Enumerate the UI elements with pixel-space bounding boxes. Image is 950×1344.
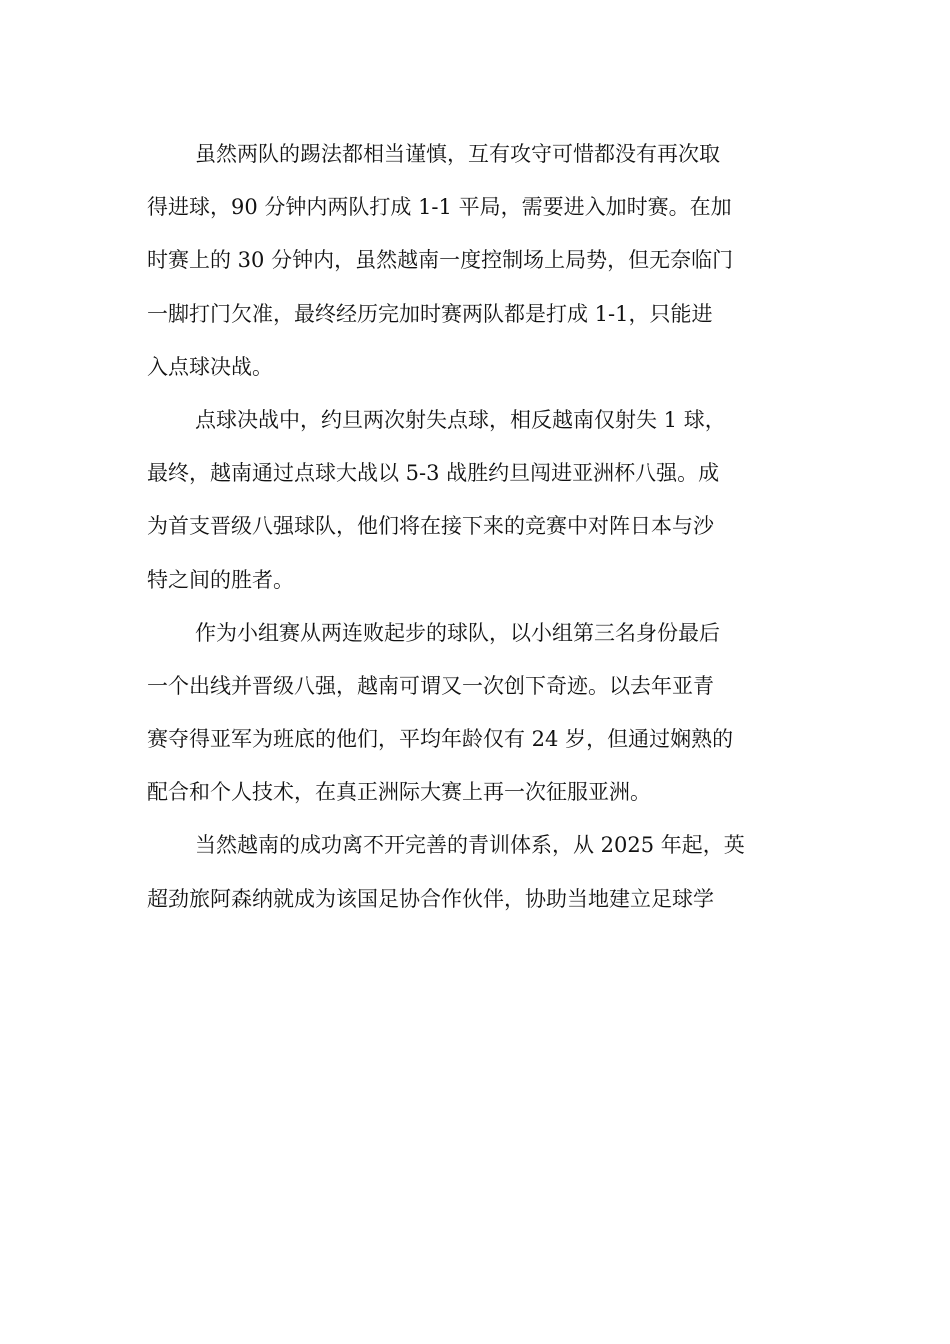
text-line: 最终，越南通过点球大战以 5-3 战胜约旦闯进亚洲杯八强。成 bbox=[147, 461, 720, 486]
text-line: 赛夺得亚军为班底的他们，平均年龄仅有 24 岁，但通过娴熟的 bbox=[147, 727, 734, 752]
text-line: 配合和个人技术，在真正洲际大赛上再一次征服亚洲。 bbox=[147, 780, 651, 805]
text-line: 特之间的胜者。 bbox=[147, 567, 294, 592]
text-line: 点球决战中，约旦两次射失点球，相反越南仅射失 1 球， bbox=[195, 407, 726, 432]
text-line: 超劲旅阿森纳就成为该国足协合作伙伴，协助当地建立足球学 bbox=[147, 886, 714, 911]
text-line: 得进球，90 分钟内两队打成 1-1 平局，需要进入加时赛。在加 bbox=[147, 195, 732, 220]
text-line: 一脚打门欠准，最终经历完加时赛两队都是打成 1-1，只能进 bbox=[147, 301, 713, 326]
text-line: 当然越南的成功离不开完善的青训体系，从 2025 年起，英 bbox=[195, 833, 745, 858]
text-line: 虽然两队的踢法都相当谨慎，互有攻守可惜都没有再次取 bbox=[195, 142, 720, 166]
paragraph-penalty-shootout bbox=[147, 394, 807, 607]
text-line: 作为小组赛从两连败起步的球队，以小组第三名身份最后 bbox=[195, 620, 720, 645]
text-line: 入点球决战。 bbox=[147, 354, 273, 379]
text-line: 一个出线并晋级八强，越南可谓又一次创下奇迹。以去年亚青 bbox=[147, 673, 714, 698]
text-line: 时赛上的 30 分钟内，虽然越南一度控制场上局势，但无奈临门 bbox=[147, 248, 734, 273]
text-line: 为首支晋级八强球队，他们将在接下来的竞赛中对阵日本与沙 bbox=[147, 514, 714, 539]
paragraph-extra-time bbox=[147, 128, 807, 394]
paragraph-group-stage bbox=[147, 607, 807, 820]
document-body bbox=[147, 128, 807, 926]
paragraph-youth-system bbox=[147, 819, 807, 925]
